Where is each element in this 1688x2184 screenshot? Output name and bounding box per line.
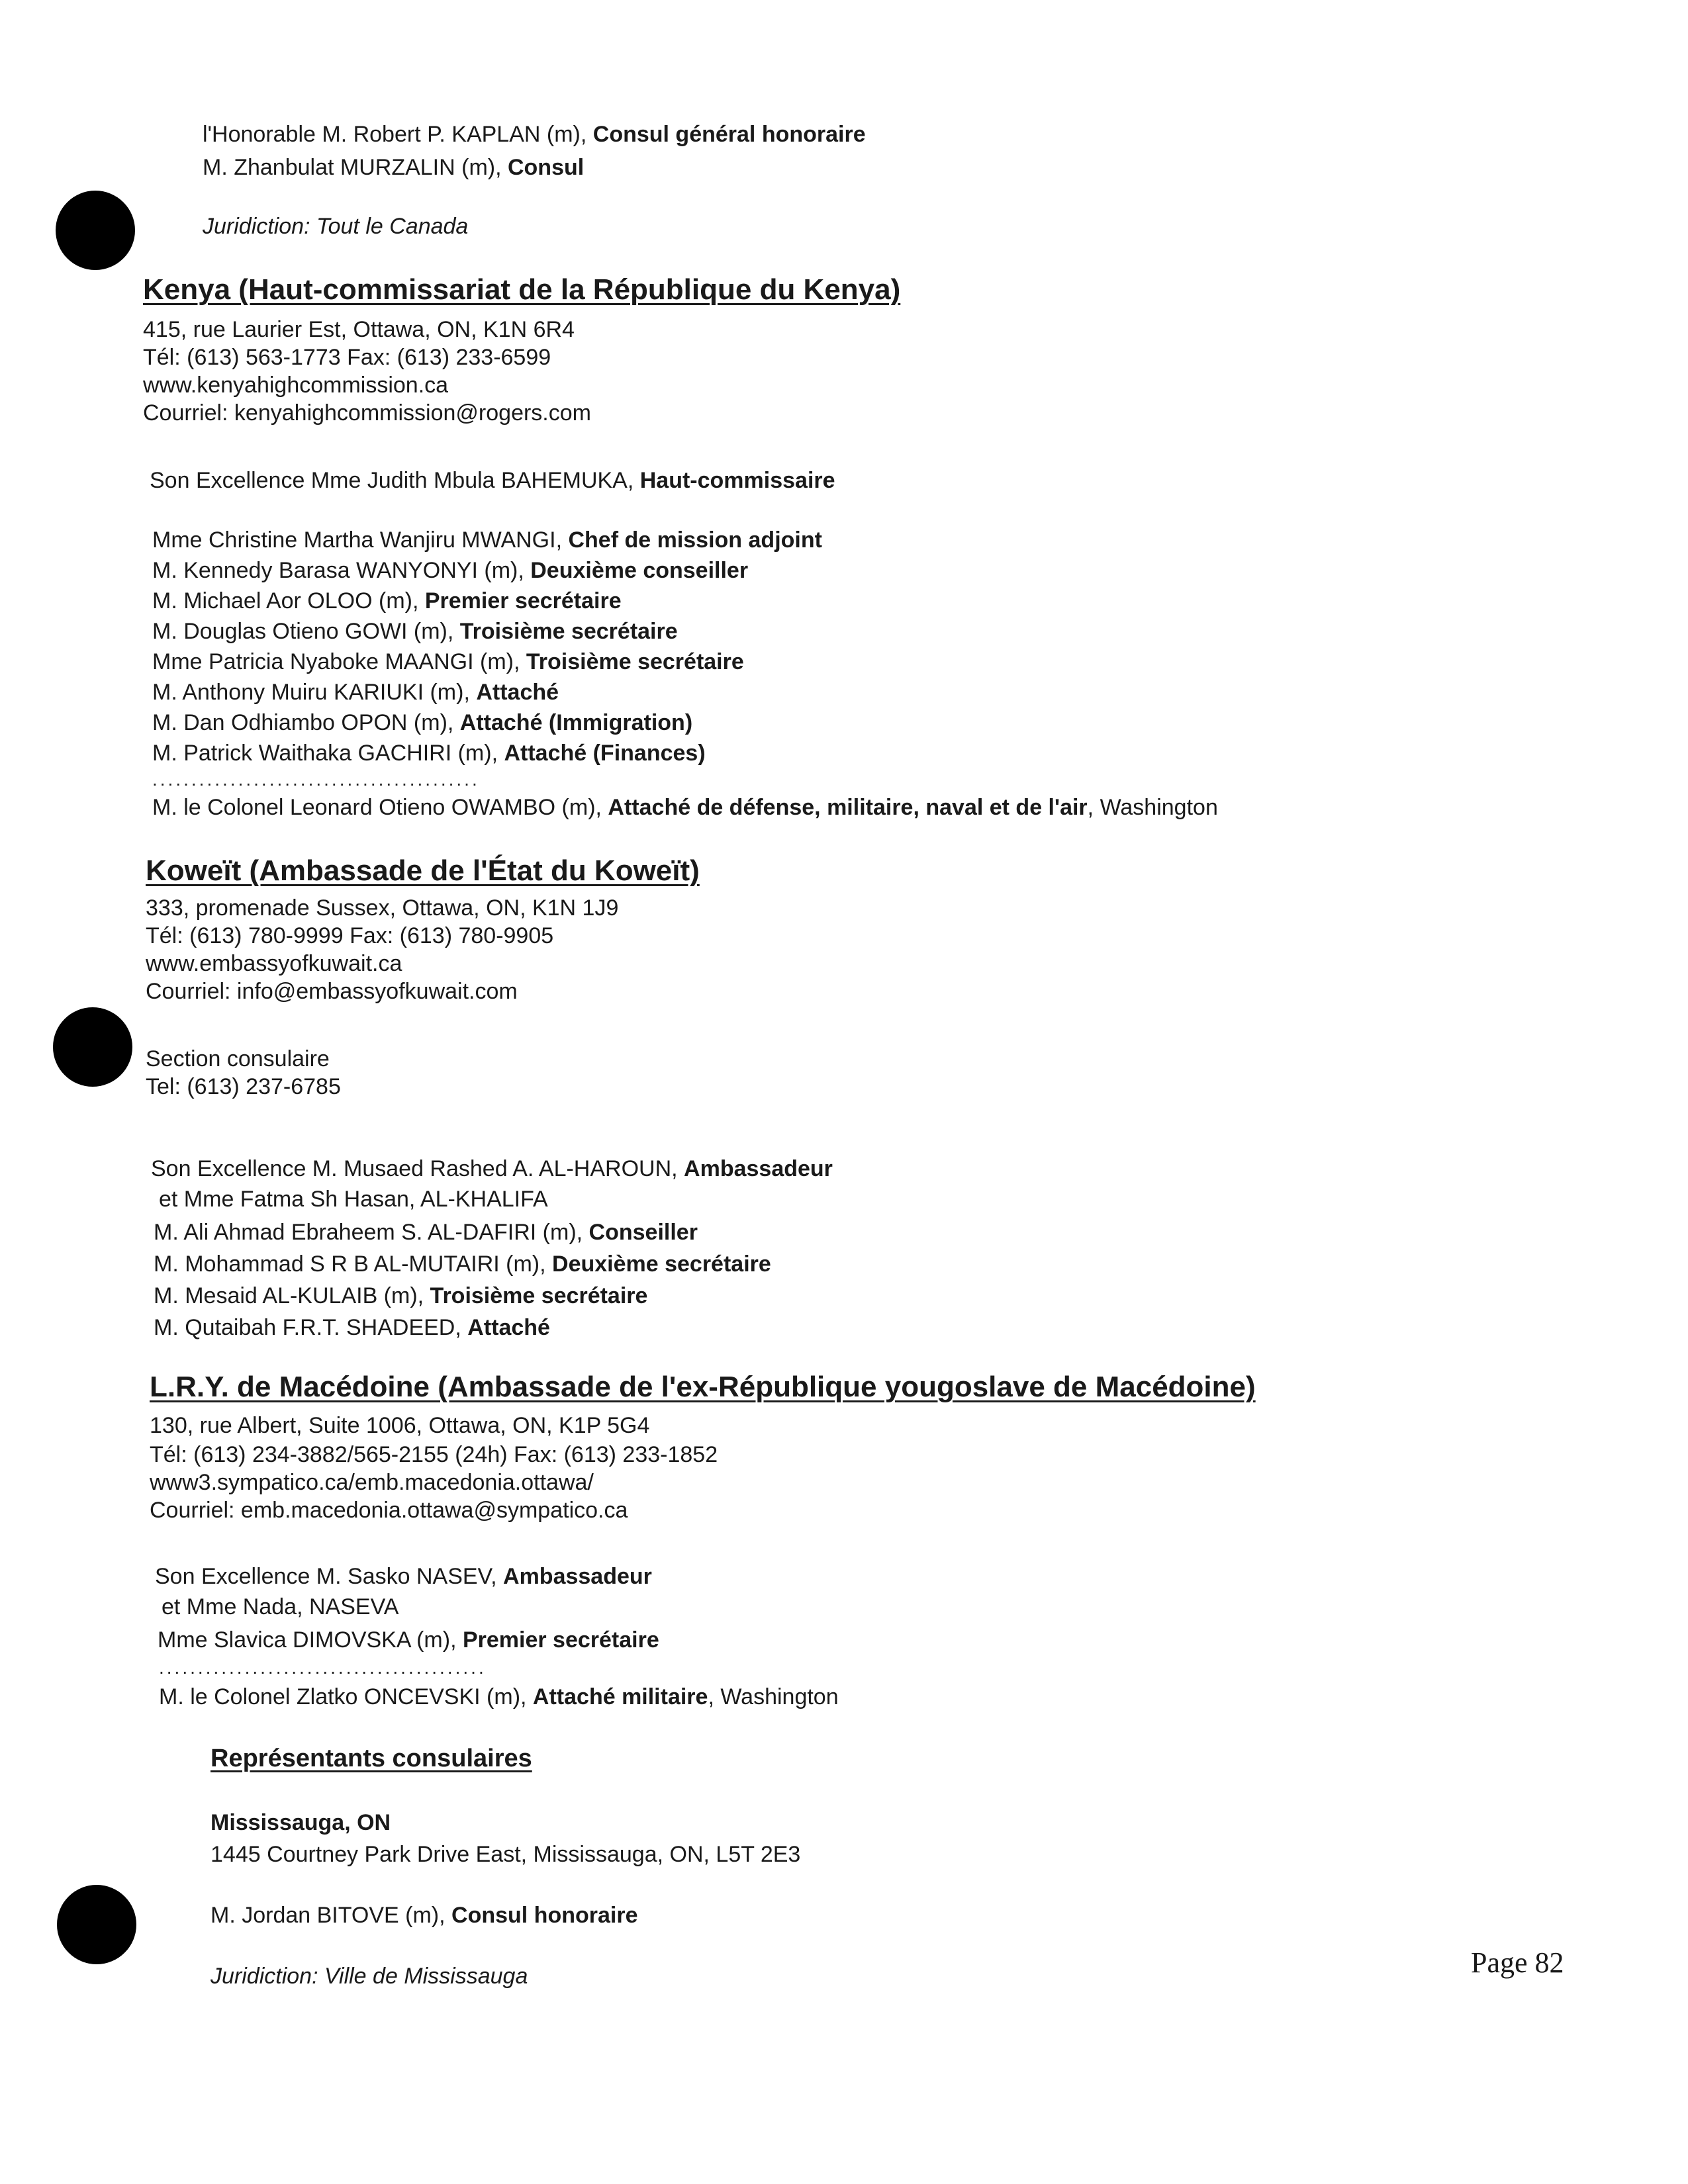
email-line: Courriel: kenyahighcommission@rogers.com xyxy=(143,400,591,426)
jurisdiction-text: Juridiction: Ville de Mississauga xyxy=(211,1964,528,1989)
consular-reps-heading: Représentants consulaires xyxy=(211,1745,532,1772)
separator-dots: .......................................... xyxy=(159,1657,487,1678)
staff-line: Mme Slavica DIMOVSKA (m), Premier secrétaire xyxy=(158,1627,659,1653)
phone-line: Tél: (613) 563-1773 Fax: (613) 233-6599 xyxy=(143,345,551,370)
staff-line: M. Qutaibah F.R.T. SHADEED, Attaché xyxy=(154,1315,550,1340)
website-line: www3.sympatico.ca/emb.macedonia.ottawa/ xyxy=(150,1470,594,1495)
official-line: M. Zhanbulat MURZALIN (m), Consul xyxy=(203,155,585,180)
page-number: Page 82 xyxy=(1471,1946,1564,1979)
phone-line: Tél: (613) 780-9999 Fax: (613) 780-9905 xyxy=(146,923,554,948)
consular-section-label: Section consulaire xyxy=(146,1046,330,1071)
staff-line: Mme Patricia Nyaboke MAANGI (m), Troisième secrétaire xyxy=(152,649,744,674)
punch-hole-middle xyxy=(53,1007,132,1087)
head-of-mission: Son Excellence M. Musaed Rashed A. AL-HAROUN, Ambassadeur xyxy=(151,1156,833,1181)
staff-line: M. Mohammad S R B AL-MUTAIRI (m), Deuxième secrétaire xyxy=(154,1251,771,1277)
staff-line: M. Dan Odhiambo OPON (m), Attaché (Immigration) xyxy=(152,710,693,735)
email-line: Courriel: emb.macedonia.ottawa@sympatico.ca xyxy=(150,1498,628,1523)
address-line: 415, rue Laurier Est, Ottawa, ON, K1N 6R4 xyxy=(143,317,575,342)
head-of-mission: Son Excellence M. Sasko NASEV, Ambassadeur xyxy=(155,1564,652,1589)
spouse-line: et Mme Fatma Sh Hasan, AL-KHALIFA xyxy=(159,1187,548,1212)
email-line: Courriel: info@embassyofkuwait.com xyxy=(146,979,518,1004)
consular-address: 1445 Courtney Park Drive East, Mississauga, ON, L5T 2E3 xyxy=(211,1842,801,1867)
section-heading-koweit: Koweït (Ambassade de l'État du Koweït) xyxy=(146,854,700,887)
address-line: 130, rue Albert, Suite 1006, Ottawa, ON, K1P 5G4 xyxy=(150,1413,650,1438)
staff-line: M. Mesaid AL-KULAIB (m), Troisième secrétaire xyxy=(154,1283,648,1308)
staff-line: M. Michael Aor OLOO (m), Premier secrétaire xyxy=(152,588,622,614)
website-line: www.embassyofkuwait.ca xyxy=(146,951,402,976)
nonresident-line: M. le Colonel Zlatko ONCEVSKI (m), Attaché militaire, Washington xyxy=(159,1684,839,1709)
consular-city: Mississauga, ON xyxy=(211,1810,391,1835)
nonresident-line: M. le Colonel Leonard Otieno OWAMBO (m), Attaché de défense, militaire, naval et de l'air, Washington xyxy=(152,795,1218,820)
staff-line: M. Patrick Waithaka GACHIRI (m), Attaché (Finances) xyxy=(152,741,706,766)
address-line: 333, promenade Sussex, Ottawa, ON, K1N 1J9 xyxy=(146,895,619,921)
honorary-consul-line: M. Jordan BITOVE (m), Consul honoraire xyxy=(211,1903,638,1928)
separator-dots: .......................................... xyxy=(152,769,480,790)
staff-line: M. Anthony Muiru KARIUKI (m), Attaché xyxy=(152,680,559,705)
staff-line: M. Ali Ahmad Ebraheem S. AL-DAFIRI (m), Conseiller xyxy=(154,1220,698,1245)
spouse-line: et Mme Nada, NASEVA xyxy=(162,1594,399,1619)
phone-line: Tél: (613) 234-3882/565-2155 (24h) Fax: (613) 233-1852 xyxy=(150,1442,718,1467)
official-line: l'Honorable M. Robert P. KAPLAN (m), Consul général honoraire xyxy=(203,122,866,147)
consular-phone: Tel: (613) 237-6785 xyxy=(146,1074,341,1099)
website-line: www.kenyahighcommission.ca xyxy=(143,373,449,398)
section-heading-kenya: Kenya (Haut-commissariat de la République du Kenya) xyxy=(143,273,901,306)
punch-hole-bottom xyxy=(57,1885,136,1964)
head-of-mission: Son Excellence Mme Judith Mbula BAHEMUKA, Haut-commissaire xyxy=(150,468,835,493)
section-heading-macedoine: L.R.Y. de Macédoine (Ambassade de l'ex-République yougoslave de Macédoine) xyxy=(150,1371,1256,1403)
punch-hole-top xyxy=(56,191,135,270)
staff-line: M. Kennedy Barasa WANYONYI (m), Deuxième conseiller xyxy=(152,558,749,583)
staff-line: Mme Christine Martha Wanjiru MWANGI, Chef de mission adjoint xyxy=(152,527,822,553)
jurisdiction-text: Juridiction: Tout le Canada xyxy=(203,214,469,239)
staff-line: M. Douglas Otieno GOWI (m), Troisième secrétaire xyxy=(152,619,678,644)
